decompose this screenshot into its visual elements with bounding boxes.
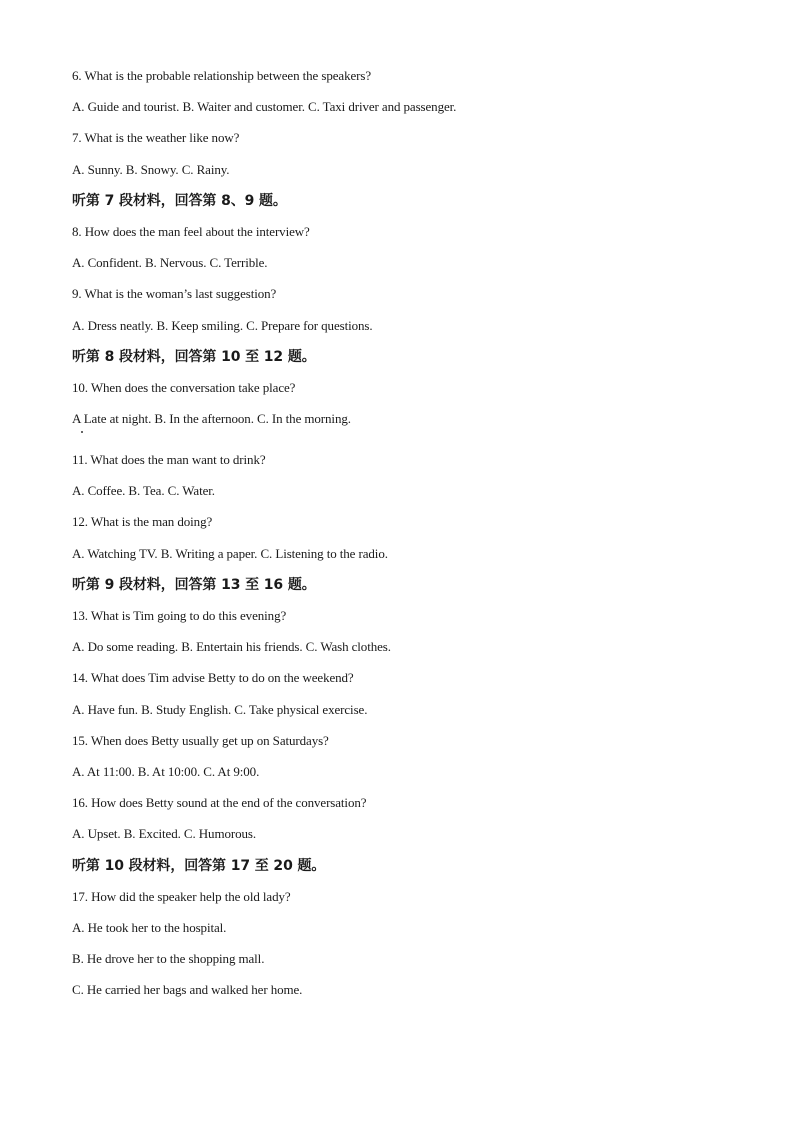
options-14: A. Have fun. B. Study English. C. Take physical exercise.	[72, 701, 368, 717]
options-7: A. Sunny. B. Snowy. C. Rainy.	[72, 161, 230, 177]
question-9: 9. What is the woman’s last suggestion?	[72, 286, 277, 302]
question-13: 13. What is Tim going to do this evening?	[72, 608, 287, 623]
section-heading-10: 听第 10 段材料，回答第 17 至 20 题。	[72, 857, 326, 874]
options-16: A. Upset. B. Excited. C. Humorous.	[72, 826, 257, 842]
question-15: 15. When does Betty usually get up on Saturdays?	[72, 732, 329, 748]
options-13: A. Do some reading. B. Entertain his friends. C. Wash clothes.	[72, 639, 391, 655]
section-heading-9: 听第 9 段材料，回答第 13 至 16 题。	[72, 576, 316, 593]
stray-mark	[81, 431, 83, 433]
section-heading-8: 听第 8 段材料，回答第 10 至 12 题。	[72, 348, 316, 365]
document-page	[72, 66, 732, 1011]
options-11: A. Coffee. B. Tea. C. Water.	[72, 483, 215, 499]
options-9: A. Dress neatly. B. Keep smiling. C. Prepare for questions.	[72, 317, 373, 333]
options-12: A. Watching TV. B. Writing a paper. C. Listening to the radio.	[72, 545, 388, 561]
options-6: A. Guide and tourist. B. Waiter and customer. C. Taxi driver and passenger.	[72, 99, 457, 115]
question-17: 17. How did the speaker help the old lady?	[72, 888, 291, 904]
question-12: 12. What is the man doing?	[72, 514, 213, 530]
question-7: 7. What is the weather like now?	[72, 130, 240, 146]
option-17a: A. He took her to the hospital.	[72, 919, 227, 935]
section-heading-7: 听第 7 段材料，回答第 8、9 题。	[72, 192, 287, 209]
option-17c: C. He carried her bags and walked her home.	[72, 982, 303, 998]
question-11: 11. What does the man want to drink?	[72, 452, 266, 468]
option-17b: B. He drove her to the shopping mall.	[72, 951, 265, 967]
question-14: 14. What does Tim advise Betty to do on the weekend?	[72, 670, 354, 686]
options-15: A. At 11:00. B. At 10:00. C. At 9:00.	[72, 763, 260, 779]
options-8: A. Confident. B. Nervous. C. Terrible.	[72, 255, 268, 271]
question-10: 10. When does the conversation take place?	[72, 379, 296, 395]
question-6: 6. What is the probable relationship between the speakers?	[72, 68, 371, 83]
question-8: 8. How does the man feel about the interview?	[72, 223, 310, 239]
question-16: 16. How does Betty sound at the end of the conversation?	[72, 795, 367, 811]
options-10: A Late at night. B. In the afternoon. C. In the morning.	[72, 411, 351, 427]
